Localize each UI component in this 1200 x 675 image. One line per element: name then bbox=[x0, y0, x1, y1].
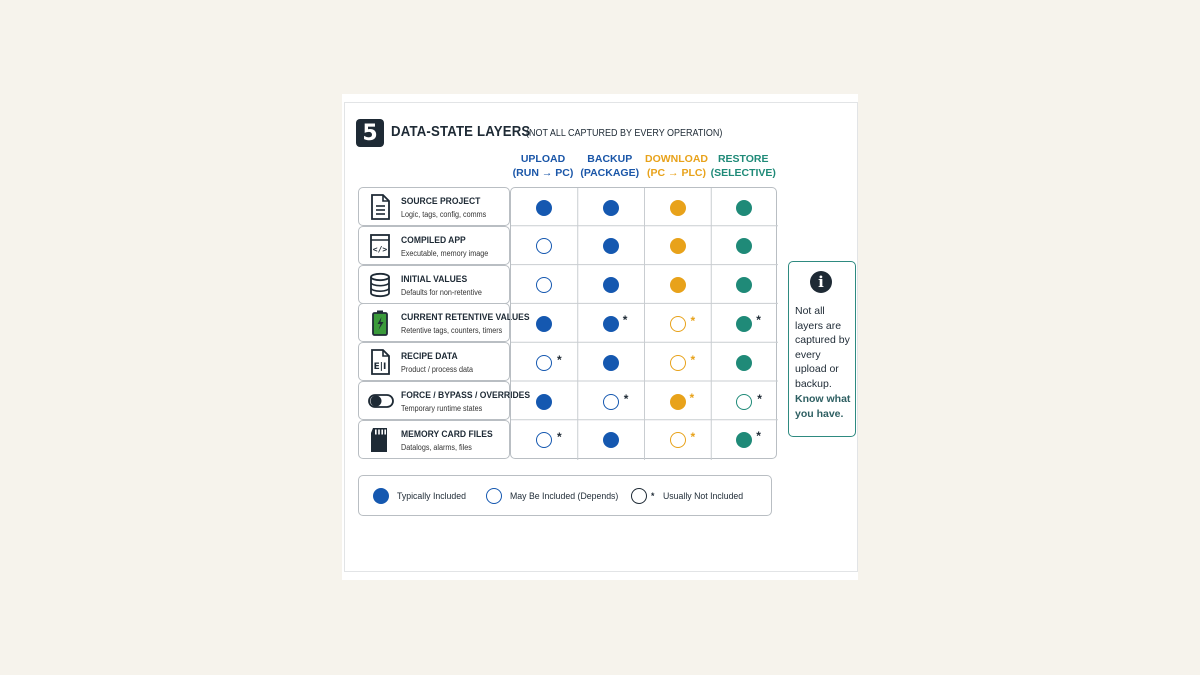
matrix-cell bbox=[645, 343, 711, 382]
row-label: RECIPE DATA bbox=[401, 351, 458, 363]
usually-not-included-marker: * bbox=[623, 391, 629, 406]
row-force-bypass-overrides bbox=[358, 381, 531, 420]
row-memory-card-files bbox=[358, 420, 510, 459]
matrix-cell bbox=[511, 304, 577, 343]
usually-not-included-marker: * bbox=[690, 430, 696, 445]
row-label: COMPILED APP bbox=[401, 234, 466, 246]
open-circle-icon bbox=[536, 277, 552, 293]
usually-not-included-marker: * bbox=[690, 313, 696, 328]
row-description: Temporary runtime states bbox=[401, 404, 483, 413]
open-circle-icon bbox=[536, 430, 562, 448]
filled-circle-icon bbox=[736, 429, 761, 448]
row-description: Retentive tags, counters, timers bbox=[401, 326, 503, 336]
matrix-cell bbox=[578, 382, 644, 421]
code-file-icon bbox=[368, 233, 392, 259]
column-header-subtitle: (SELECTIVE) bbox=[710, 167, 776, 179]
filled-circle-icon bbox=[670, 277, 686, 293]
matrix-cell bbox=[711, 382, 777, 421]
section-number-badge: 5 bbox=[356, 119, 384, 147]
filled-circle-icon bbox=[670, 200, 686, 216]
row-current-retentive-values bbox=[358, 303, 530, 342]
matrix-cell bbox=[578, 343, 644, 382]
matrix-cell bbox=[711, 188, 777, 227]
usually-not-included-marker: * bbox=[757, 391, 762, 406]
usually-not-included-marker: * bbox=[689, 390, 695, 405]
column-header-title: BACKUP bbox=[587, 153, 633, 165]
matrix-cell bbox=[578, 304, 644, 343]
row-description: Executable, memory image bbox=[401, 248, 489, 258]
usually-not-included-marker: * bbox=[756, 429, 761, 444]
column-header-title: RESTORE bbox=[717, 153, 769, 165]
legend-label-open: May Be Included (Depends) bbox=[510, 490, 619, 502]
row-label: MEMORY CARD FILES bbox=[401, 428, 493, 440]
column-header-subtitle: (PC → PLC) bbox=[647, 167, 706, 179]
filled-circle-icon bbox=[736, 238, 752, 254]
column-header-backup bbox=[577, 152, 643, 180]
matrix-cell bbox=[511, 188, 577, 227]
row-source-project bbox=[358, 187, 510, 226]
row-label: SOURCE PROJECT bbox=[401, 196, 481, 207]
column-header-restore bbox=[710, 152, 776, 180]
matrix-cell bbox=[645, 188, 711, 227]
row-compiled-app bbox=[358, 226, 510, 265]
column-header-title: DOWNLOAD bbox=[645, 153, 708, 165]
row-description: Defaults for non-retentive bbox=[401, 287, 482, 297]
diagram-subtitle: (NOT ALL CAPTURED BY EVERY OPERATION) bbox=[526, 128, 723, 139]
matrix-cell bbox=[511, 266, 577, 305]
row-initial-values bbox=[358, 265, 510, 304]
column-header-download bbox=[644, 152, 710, 180]
usually-not-included-marker: * bbox=[690, 352, 696, 367]
recipe-icon bbox=[368, 349, 392, 375]
matrix-cell bbox=[511, 421, 577, 460]
usually-not-included-marker: * bbox=[622, 312, 628, 327]
database-icon bbox=[368, 272, 392, 298]
matrix-cell bbox=[578, 188, 644, 227]
filled-circle-icon bbox=[603, 200, 619, 216]
matrix-cell bbox=[711, 421, 777, 460]
filled-circle-icon bbox=[536, 394, 552, 410]
usually-not-included-marker: * bbox=[756, 312, 761, 327]
filled-circle-icon bbox=[736, 355, 752, 371]
filled-circle-icon bbox=[603, 277, 619, 293]
svg-text:</>: </> bbox=[372, 244, 388, 254]
diagram-card bbox=[342, 94, 858, 580]
info-text: Not all layers are captured by every upload or backup. bbox=[795, 305, 850, 390]
matrix-cell bbox=[645, 266, 711, 305]
filled-circle-icon bbox=[603, 432, 619, 448]
battery-icon bbox=[368, 310, 392, 336]
column-header-subtitle: (PACKAGE) bbox=[580, 167, 640, 179]
legend-label-star: Usually Not Included bbox=[662, 490, 743, 502]
row-label: FORCE / BYPASS / OVERRIDES bbox=[401, 390, 531, 401]
filled-circle-icon bbox=[373, 488, 389, 504]
matrix-cell bbox=[645, 227, 711, 266]
matrix-cell bbox=[511, 382, 577, 421]
matrix-cell bbox=[711, 343, 777, 382]
document-icon bbox=[368, 194, 392, 220]
matrix-cell bbox=[711, 227, 777, 266]
legend-item-filled bbox=[373, 488, 472, 504]
open-circle-icon bbox=[670, 352, 696, 371]
legend-item-open bbox=[486, 488, 628, 504]
operation-matrix bbox=[510, 187, 777, 459]
legend-label-filled: Typically Included bbox=[397, 490, 466, 502]
column-header-upload bbox=[510, 152, 576, 180]
open-circle-icon bbox=[670, 313, 696, 332]
legend bbox=[358, 475, 772, 516]
diagram-frame bbox=[344, 102, 858, 572]
filled-circle-icon bbox=[536, 316, 552, 332]
filled-circle-icon bbox=[736, 277, 752, 293]
column-header-subtitle: (RUN → PC) bbox=[512, 167, 574, 179]
open-circle-icon bbox=[736, 391, 762, 410]
legend-item-star bbox=[631, 488, 750, 504]
filled-circle-icon bbox=[736, 312, 761, 332]
open-circle-icon bbox=[486, 488, 502, 504]
row-description: Datalogs, alarms, files bbox=[401, 442, 472, 452]
diagram-title: DATA-STATE LAYERS bbox=[391, 123, 531, 140]
matrix-cell bbox=[711, 304, 777, 343]
row-label: CURRENT RETENTIVE VALUES bbox=[401, 312, 530, 324]
column-header-title: UPLOAD bbox=[520, 153, 566, 165]
matrix-cell bbox=[645, 421, 711, 460]
row-recipe-data bbox=[358, 342, 510, 381]
toggle-icon bbox=[368, 388, 392, 414]
info-callout bbox=[788, 261, 856, 437]
info-emphasis: Know what you have. bbox=[795, 393, 851, 420]
row-description: Product / process data bbox=[401, 365, 474, 375]
info-icon: i bbox=[810, 271, 832, 293]
matrix-cell bbox=[511, 227, 577, 266]
matrix-cell bbox=[578, 421, 644, 460]
matrix-cell bbox=[511, 343, 577, 382]
usually-not-included-marker: * bbox=[557, 352, 562, 367]
open-circle-icon bbox=[536, 238, 552, 254]
open-circle-icon bbox=[670, 430, 696, 448]
open-circle-icon bbox=[603, 391, 629, 410]
filled-circle-icon bbox=[536, 200, 552, 216]
open-circle-star-icon bbox=[631, 488, 647, 504]
filled-circle-icon bbox=[603, 312, 628, 332]
svg-text:E|I: E|I bbox=[373, 362, 387, 373]
matrix-cell bbox=[711, 266, 777, 305]
open-circle-icon bbox=[536, 352, 562, 371]
row-description: Logic, tags, config, comms bbox=[401, 210, 487, 219]
usually-not-included-marker: * bbox=[557, 430, 562, 445]
filled-circle-icon bbox=[670, 390, 695, 410]
filled-circle-icon bbox=[603, 355, 619, 371]
row-label: INITIAL VALUES bbox=[401, 273, 468, 285]
sd-card-icon bbox=[368, 427, 392, 453]
filled-circle-icon bbox=[670, 238, 686, 254]
matrix-cell bbox=[645, 382, 711, 421]
matrix-cell bbox=[645, 304, 711, 343]
filled-circle-icon bbox=[736, 200, 752, 216]
matrix-cell bbox=[578, 227, 644, 266]
matrix-cell bbox=[578, 266, 644, 305]
filled-circle-icon bbox=[603, 238, 619, 254]
legend-star-marker: * bbox=[651, 490, 655, 502]
